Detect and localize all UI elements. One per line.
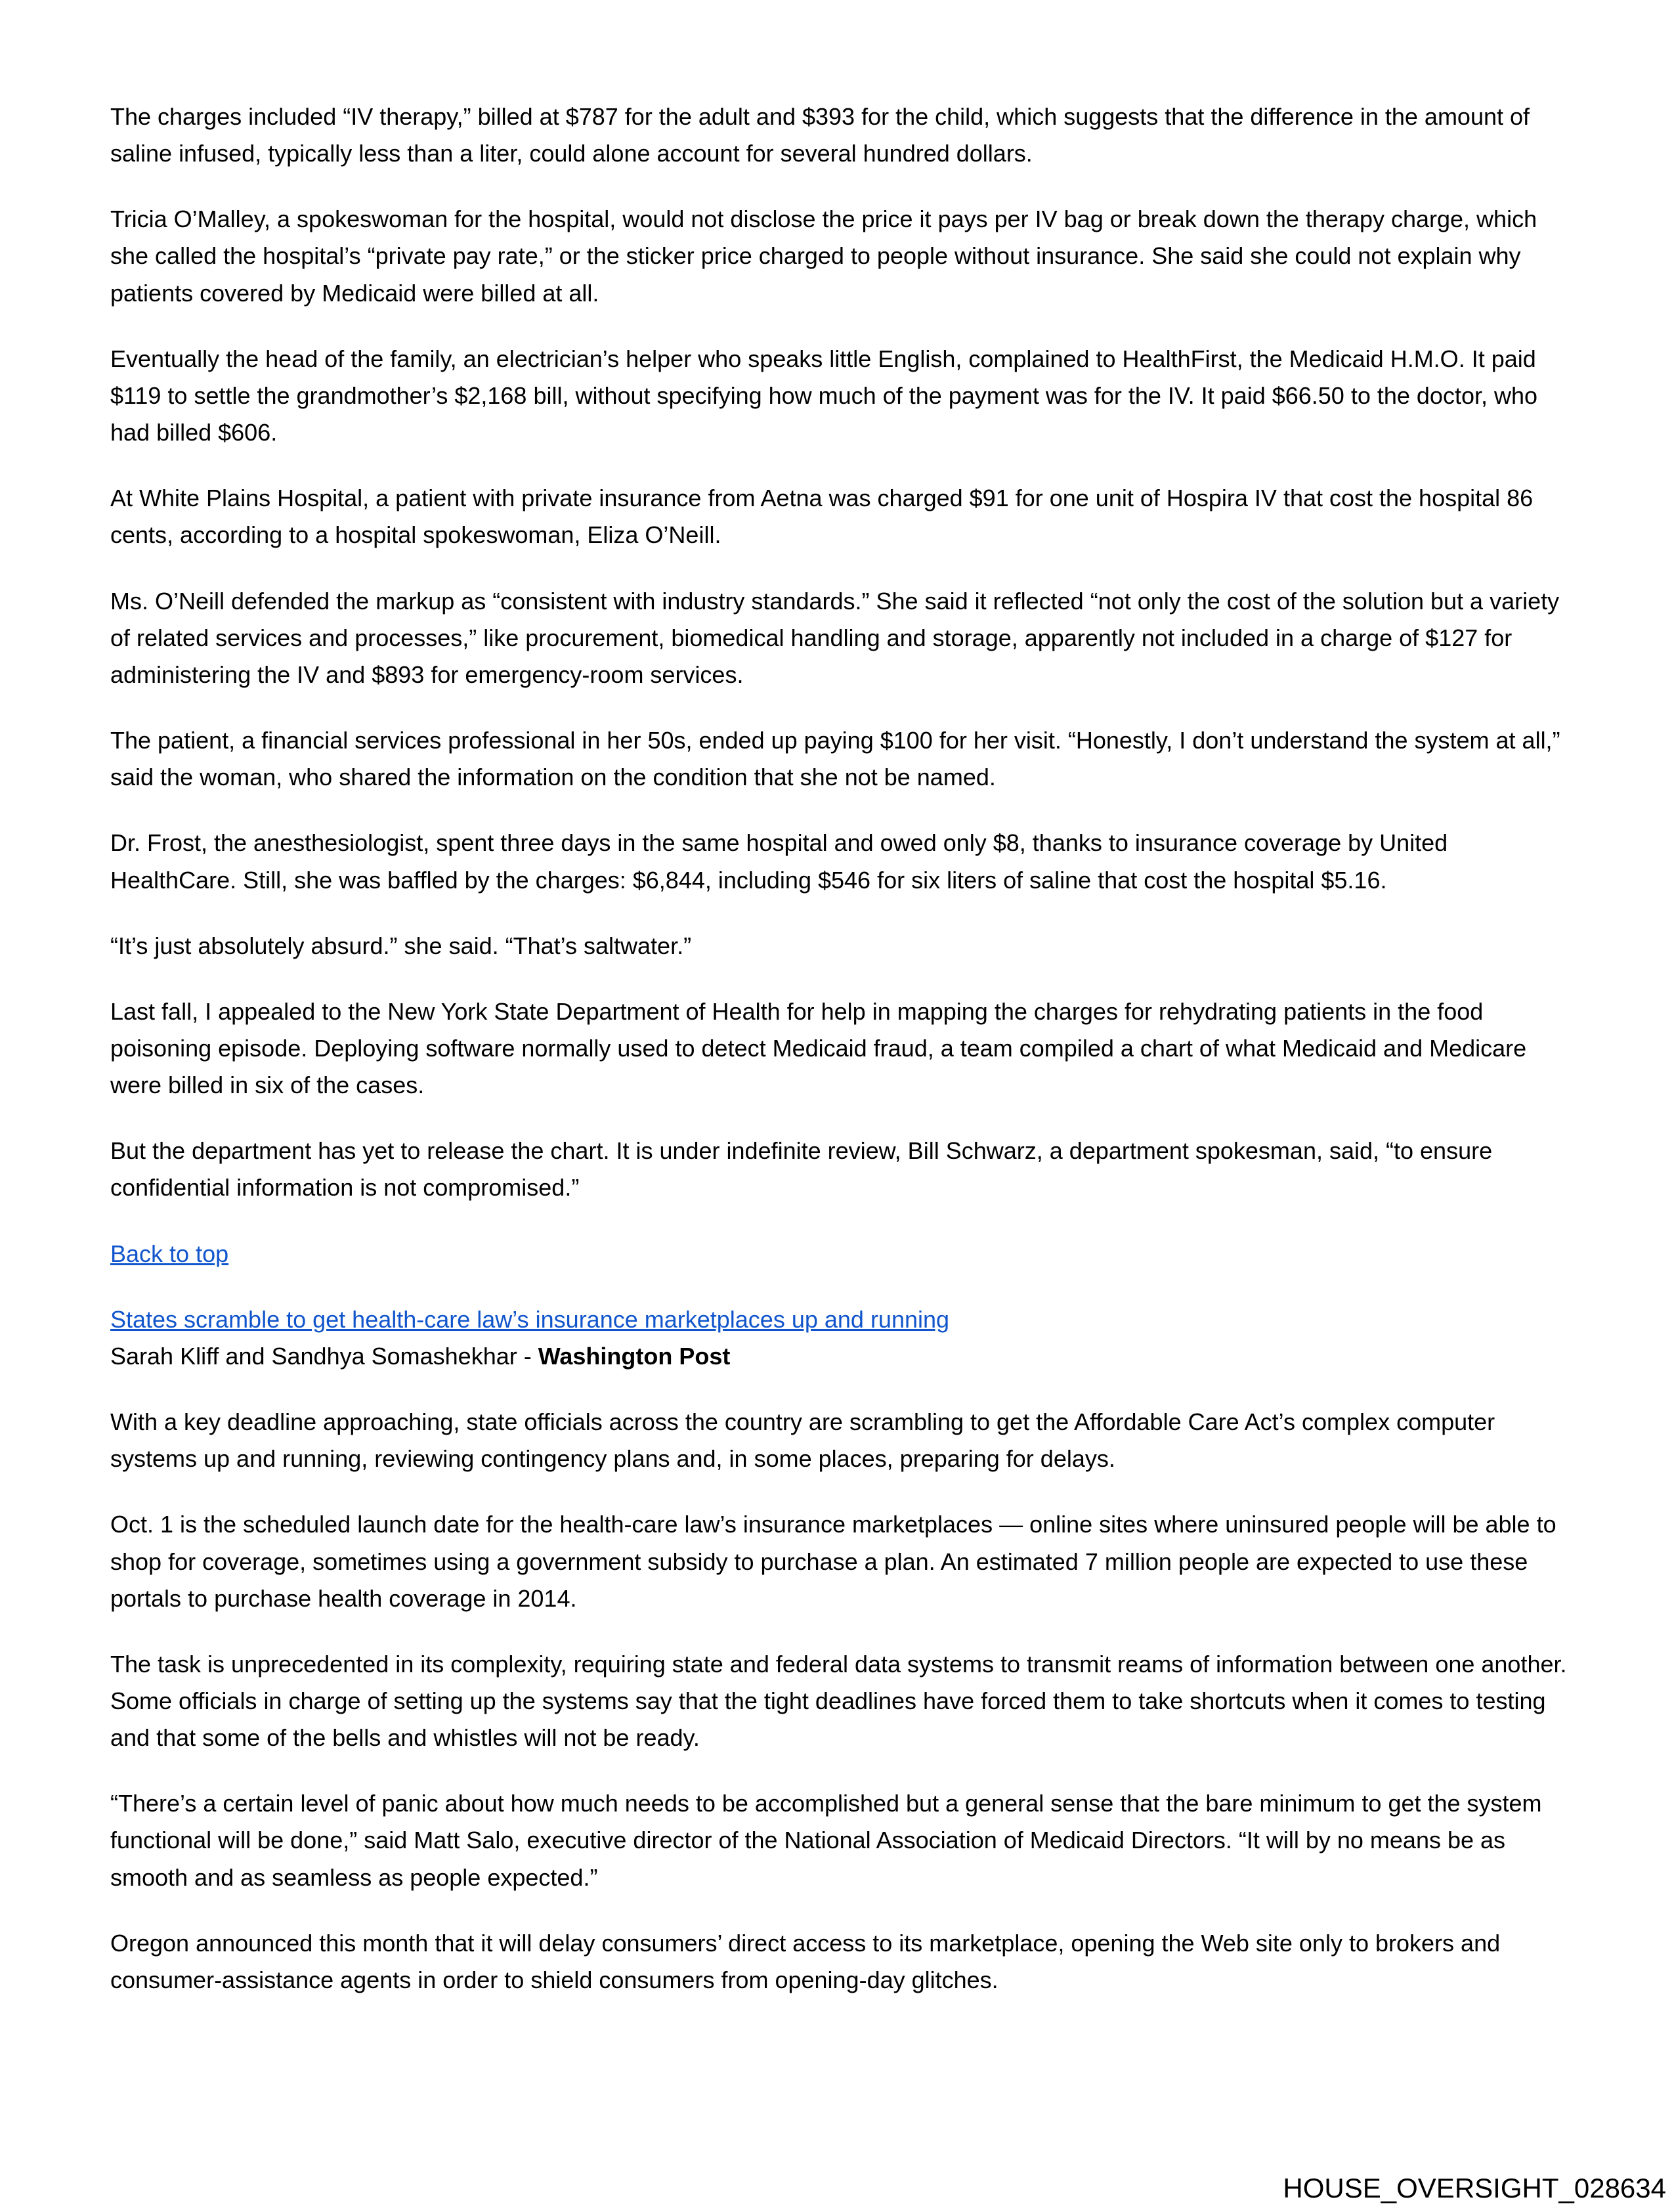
paragraph: Ms. O’Neill defended the markup as “consistent with industry standards.” She said it reflected “not only the cost of the solution but a variety of related services and processes,” like procurement, biomedical handling and storage, apparently not included in a charge of $127 for administering the IV and $893 for emergency-room services. [110, 587, 1560, 688]
paragraph: But the department has yet to release the chart. It is under indefinite review, Bill Schwarz, a department spokesman, said, “to ensure confidential information is not compromised.” [110, 1137, 1493, 1202]
back-to-top-row [110, 1236, 1571, 1272]
paragraph: “It’s just absolutely absurd.” she said. “That’s saltwater.” [110, 932, 692, 959]
back-to-top-link[interactable]: Back to top [110, 1240, 229, 1267]
paragraph: With a key deadline approaching, state officials across the country are scrambling to get the Affordable Care Act’s complex computer systems up and running, reviewing contingency plans and, in some places, preparing for delays. [110, 1408, 1495, 1473]
paragraph: Dr. Frost, the anesthesiologist, spent three days in the same hospital and owed only $8, thanks to insurance coverage by United HealthCare. Still, she was baffled by the charges: $6,844, including $546 for six liters of saline that cost the hospital $5.16. [110, 829, 1448, 894]
paragraph: The charges included “IV therapy,” billed at $787 for the adult and $393 for the child, which suggests that the difference in the amount of saline infused, typically less than a liter, could alone account for several hundred dollars. [110, 103, 1530, 167]
paragraph: Last fall, I appealed to the New York State Department of Health for help in mapping the charges for rehydrating patients in the food poisoning episode. Deploying software normally used to detect Medicaid fraud, a team compiled a chart of what Medicaid and Medicare were billed in six of the cases. [110, 997, 1527, 1099]
article-header [110, 1301, 1571, 1375]
article-headline-link[interactable]: States scramble to get health-care law’s insurance marketplaces up and running [110, 1305, 950, 1333]
paragraph: Oct. 1 is the scheduled launch date for the health-care law’s insurance marketplaces — online sites where uninsured people will be able to shop for coverage, sometimes using a government subsidy to purchase a plan. An estimated 7 million people are expected to use these portals to purchase health coverage in 2014. [110, 1511, 1556, 1612]
paragraph: The task is unprecedented in its complexity, requiring state and federal data systems to transmit reams of information between one another. Some officials in charge of setting up the systems say that the tight deadlines have forced them to take shortcuts when it comes to testing and that some of the bells and whistles will not be ready. [110, 1650, 1567, 1752]
paragraph: At White Plains Hospital, a patient with private insurance from Aetna was charged $91 for one unit of Hospira IV that cost the hospital 86 cents, according to a hospital spokeswoman, Eliza O’Neill. [110, 485, 1534, 549]
paragraph: Oregon announced this month that it will delay consumers’ direct access to its marketplace, opening the Web site only to brokers and consumer-assistance agents in order to shield consumers from opening-day glitches. [110, 1929, 1501, 1993]
article-source: Washington Post [538, 1342, 731, 1370]
paragraph: Tricia O’Malley, a spokeswoman for the hospital, would not disclose the price it pays per IV bag or break down the therapy charge, which she called the hospital’s “private pay rate,” or the sticker price charged to people without insurance. She said she could not explain why patients covered by Medicaid were billed at all. [110, 206, 1537, 307]
paragraph: Eventually the head of the family, an electrician’s helper who speaks little English, complained to HealthFirst, the Medicaid H.M.O. It paid $119 to settle the grandmother’s $2,168 bill, without specifying how much of the payment was for the IV. It paid $66.50 to the doctor, who had billed $606. [110, 345, 1538, 446]
paragraph: “There’s a certain level of panic about how much needs to be accomplished but a general sense that the bare minimum to get the system functional will be done,” said Matt Salo, executive director of the National Association of Medicaid Directors. “It will by no means be as smooth and as seamless as people expected.” [110, 1790, 1542, 1891]
bates-number: HOUSE_OVERSIGHT_028634 [1283, 2173, 1666, 2203]
document-body [110, 98, 1571, 2028]
paragraph: The patient, a financial services professional in her 50s, ended up paying $100 for her visit. “Honestly, I don’t understand the system at all,” said the woman, who shared the information on the condition that she not be named. [110, 727, 1560, 791]
article-byline [110, 1343, 730, 1370]
article-authors: Sarah Kliff and Sandhya Somashekhar - [110, 1342, 538, 1370]
